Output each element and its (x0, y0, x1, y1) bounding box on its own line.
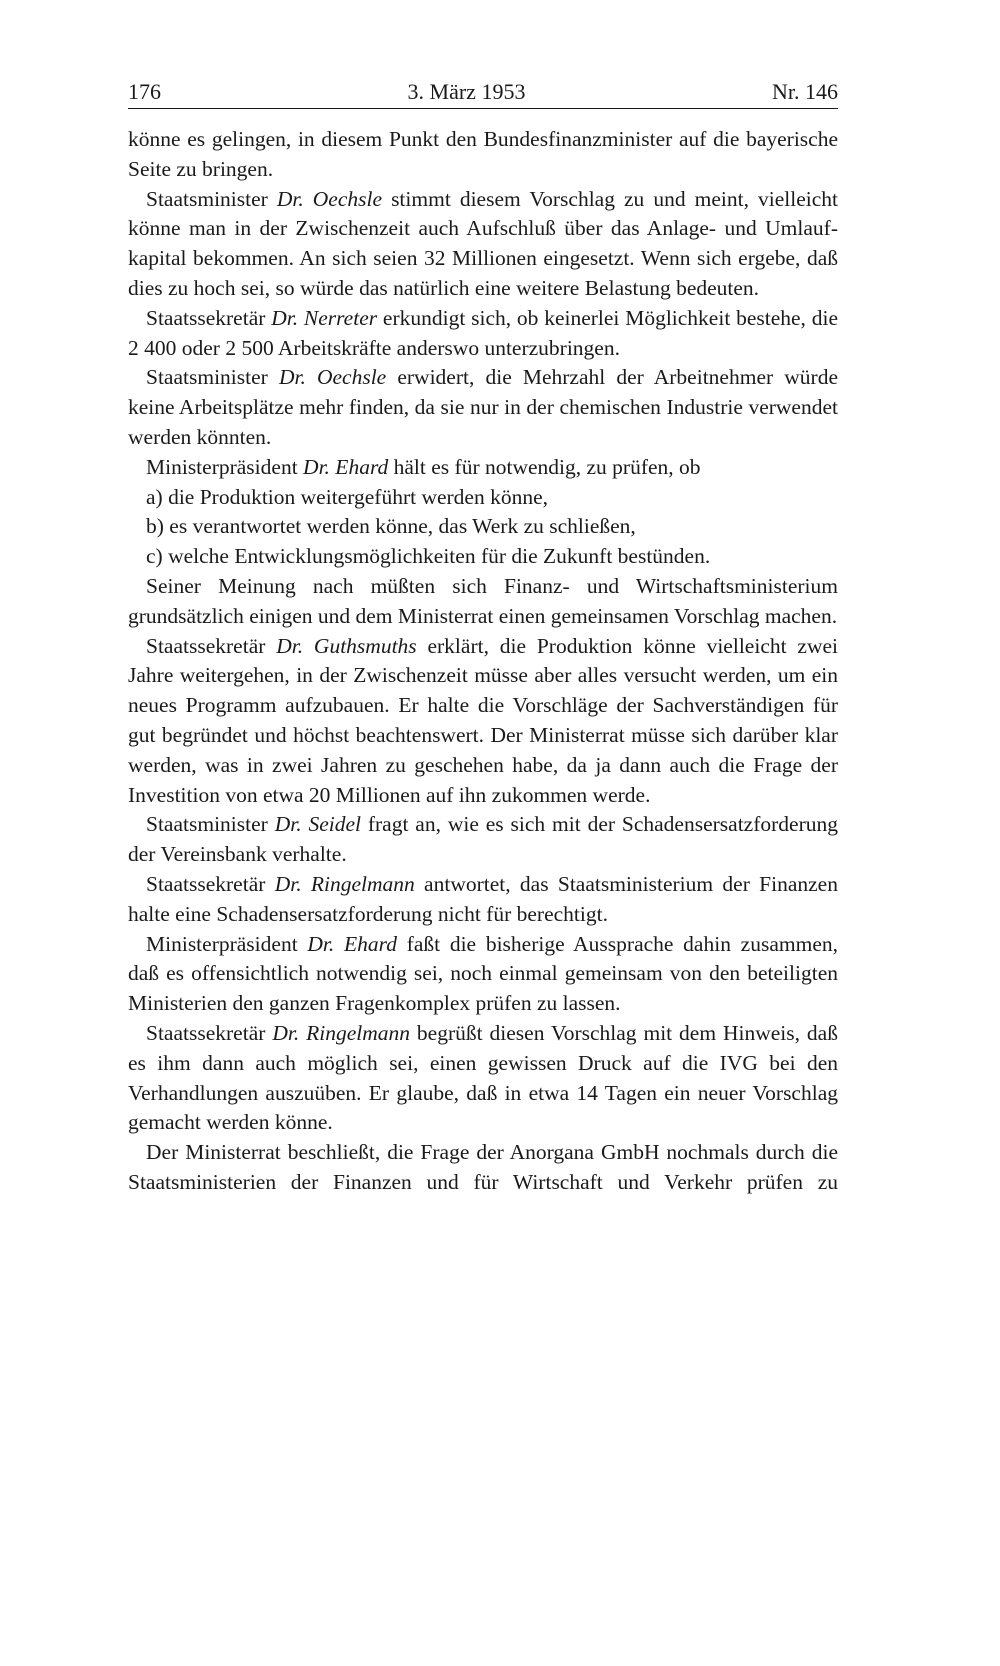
protocol-number: Nr. 146 (771, 79, 838, 104)
paragraph: Staatsminister Dr. Oechsle stimmt diesem Vorschlag zu und meint, vielleicht könne man in der Zwischenzeit auch Aufschluß über das Anlage- und Umlaufkapital bekommen. An sich seien 32 Millionen eingesetzt. Wenn sich ergebe, daß dies zu hoch sei, so würde das natürlich eine weitere Belastung bedeuten. (128, 186, 838, 300)
paragraph: Ministerpräsident Dr. Ehard faßt die bisherige Aussprache dahin zusammen, daß es offensichtlich notwendig sei, noch einmal gemeinsam von den beteiligten Ministerien den ganzen Fragenkomplex prüfen zu lassen. (128, 931, 838, 1016)
speaker-name: Dr. Guthsmuths (276, 633, 417, 658)
paragraph: Ministerpräsident Dr. Ehard hält es für notwendig, zu prüfen, ob (146, 454, 701, 479)
list-item: c) welche Entwicklungsmöglichkeiten für die Zukunft bestünden. (146, 544, 711, 569)
speaker-name: Dr. Ehard (303, 454, 389, 479)
paragraph: könne es gelingen, in diesem Punkt den Bundesfinanzminister auf die bayerische Seite zu bringen. (128, 127, 838, 181)
running-header (128, 78, 838, 109)
paragraph: Seiner Meinung nach müßten sich Finanz- und Wirtschaftsministerium grundsätzlich einigen und dem Ministerrat einen gemeinsamen Vorschlag machen. (128, 573, 838, 628)
speaker-name: Dr. Ringelmann (272, 1020, 411, 1045)
document-body (128, 125, 838, 1198)
paragraph: Staatsminister Dr. Oechsle erwidert, die Mehrzahl der Arbeitnehmer würde keine Arbeitsplätze mehr finden, da sie nur in der chemischen Industrie verwendet werden könnten. (128, 365, 838, 449)
list-item: b) es verantwortet werden könne, das Werk zu schließen, (146, 514, 636, 539)
list-item: a) die Produktion weitergeführt werden könne, (146, 484, 549, 509)
header-date: 3. März 1953 (407, 79, 526, 104)
paragraph: Der Ministerrat beschließt, die Frage der Anorgana GmbH nochmals durch die Staatsministerien der Finanzen und für Wirtschaft und Verkehr prüfen zu (128, 1140, 838, 1194)
paragraph: Staatssekretär Dr. Ringelmann begrüßt diesen Vorschlag mit dem Hinweis, daß es ihm dann auch möglich sei, einen gewissen Druck auf die IVG bei den Verhandlungen auszuüben. Er glaube, daß in etwa 14 Tagen ein neuer Vorschlag gemacht werden könne. (128, 1020, 838, 1135)
paragraph: Staatssekretär Dr. Nerreter erkundigt sich, ob keinerlei Möglichkeit bestehe, die 2 400 oder 2 500 Arbeitskräfte anderswo unterzubringen. (128, 305, 838, 360)
speaker-name: Dr. Seidel (274, 812, 361, 837)
paragraph: Staatssekretär Dr. Ringelmann antwortet, das Staatsministerium der Finanzen halte eine Schadensersatzforderung nicht für berechtigt. (128, 871, 838, 926)
speaker-name: Dr. Ringelmann (274, 871, 415, 896)
page-number: 176 (128, 79, 161, 104)
speaker-name: Dr. Nerreter (271, 305, 378, 330)
speaker-name: Dr. Oechsle (278, 365, 387, 390)
paragraph: Staatsminister Dr. Seidel fragt an, wie es sich mit der Schadensersatzforderung der Vereinsbank verhalte. (128, 812, 838, 867)
paragraph: Staatssekretär Dr. Guthsmuths erklärt, die Produktion könne vielleicht zwei Jahre weitergehen, in der Zwischenzeit müsse aber alles versucht werden, um ein neues Programm aufzubauen. Er halte die Vorschläge der Sachverständigen für gut begründet und höchst beachtenswert. Der Ministerrat müsse sich darüber klar werden, was in zwei Jahren zu geschehen habe, da ja dann auch die Frage der Investition von etwa 20 Millionen auf ihn zukommen werde. (128, 633, 838, 807)
speaker-name: Dr. Ehard (307, 931, 397, 956)
document-page (128, 78, 838, 1198)
speaker-name: Dr. Oechsle (276, 186, 383, 211)
